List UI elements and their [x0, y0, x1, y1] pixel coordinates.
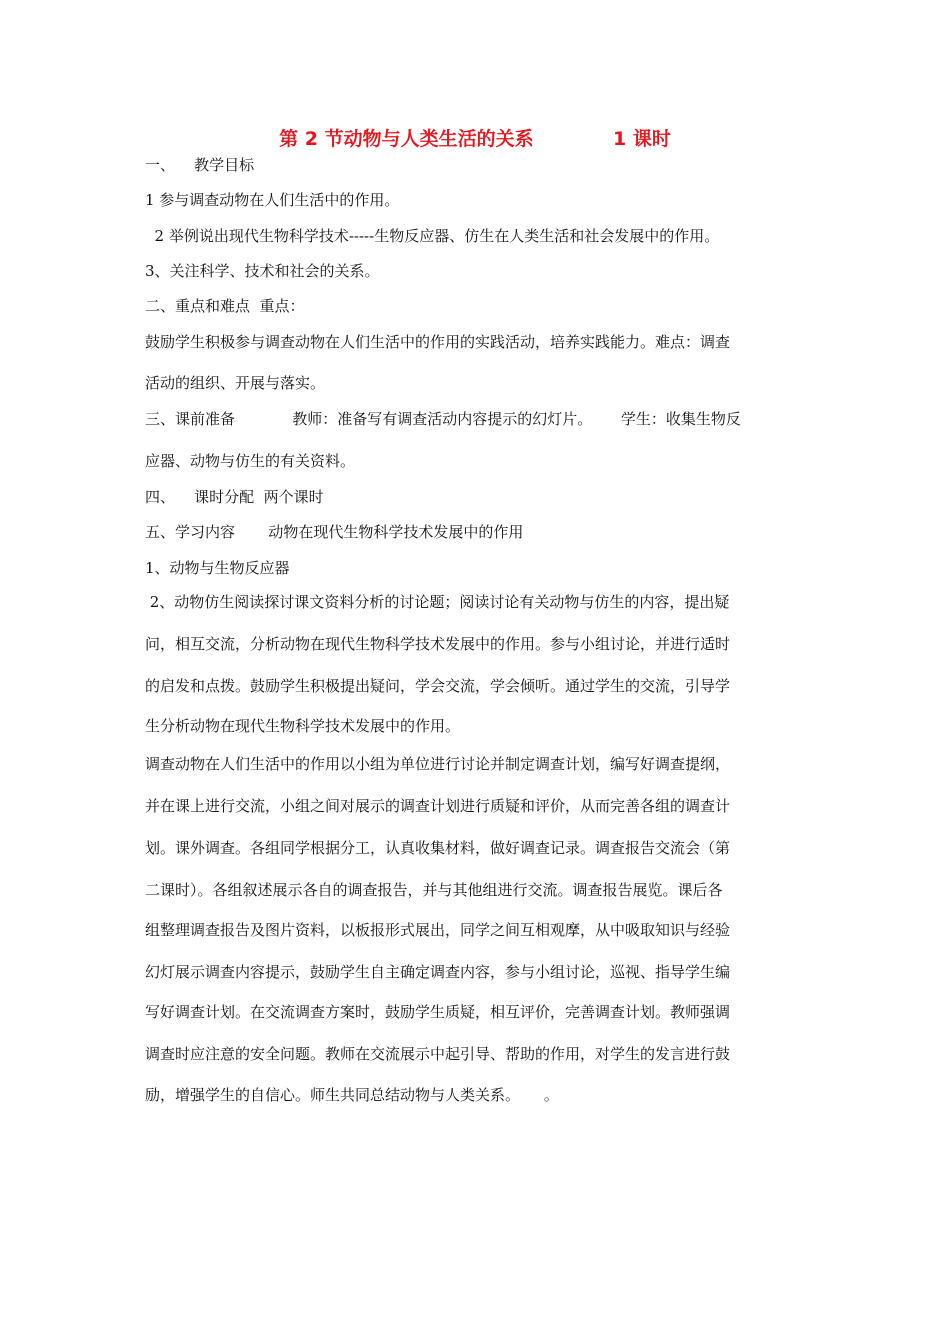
section-2-heading: 二、重点和难点 重点： [145, 297, 305, 315]
section-5-heading: 五、学习内容 动物在现代生物科学技术发展中的作用 [145, 523, 524, 541]
objective-1: 1 参与调查动物在人们生活中的作用。 [145, 191, 400, 209]
paragraph-line: 调查时应注意的安全问题。教师在交流展示中起引导、帮助的作用，对学生的发言进行鼓 [145, 1045, 731, 1063]
paragraph-line: 鼓励学生积极参与调查动物在人们生活中的作用的实践活动，培养实践能力。难点：调查 [145, 333, 731, 351]
paragraph-line: 幻灯展示调查内容提示，鼓励学生自主确定调查内容，参与小组讨论，巡视、指导学生编 [145, 963, 731, 981]
section-4-heading: 四、 课时分配 两个课时 [145, 488, 324, 506]
document-title: 第 2 节动物与人类生活的关系 1 课时 [279, 128, 671, 150]
paragraph-line: 并在课上进行交流，小组之间对展示的调查计划进行质疑和评价，从而完善各组的调查计 [145, 797, 731, 815]
section-3-heading: 三、课前准备 教师：准备写有调查活动内容提示的幻灯片。 学生：收集生物反 [145, 410, 741, 428]
paragraph-line: 活动的组织、开展与落实。 [145, 374, 326, 392]
paragraph-line: 2、动物仿生阅读探讨课文资料分析的讨论题；阅读讨论有关动物与仿生的内容，提出疑 [145, 593, 730, 611]
paragraph-line: 应器、动物与仿生的有关资料。 [145, 452, 356, 470]
paragraph-line: 调查动物在人们生活中的作用以小组为单位进行讨论并制定调查计划，编写好调查提纲， [145, 755, 731, 773]
paragraph-line: 生分析动物在现代生物科学技术发展中的作用。 [145, 717, 461, 735]
paragraph-line: 二课时）。各组叙述展示各自的调查报告，并与其他组进行交流。调查报告展览。课后各 [145, 881, 723, 899]
paragraph-line: 励，增强学生的自信心。师生共同总结动物与人类关系。 。 [145, 1086, 559, 1104]
objective-2: 2 举例说出现代生物科学技术-----生物反应器、仿生在人类生活和社会发展中的作用。 [145, 227, 720, 245]
objective-3: 3、关注科学、技术和社会的关系。 [145, 262, 380, 280]
paragraph-line: 的启发和点拨。鼓励学生积极提出疑问，学会交流，学会倾听。通过学生的交流，引导学 [145, 677, 731, 695]
paragraph-line: 组整理调查报告及图片资料，以板报形式展出，同学之间互相观摩，从中吸取知识与经验 [145, 921, 731, 939]
paragraph-line: 写好调查计划。在交流调查方案时，鼓励学生质疑，相互评价，完善调查计划。教师强调 [145, 1003, 731, 1021]
paragraph-line: 划。课外调查。各组同学根据分工，认真收集材料，做好调查记录。调查报告交流会（第 [145, 839, 731, 857]
section-1-heading: 一、 教学目标 [145, 156, 255, 174]
subsection-1-heading: 1、动物与生物反应器 [145, 559, 290, 577]
paragraph-line: 问，相互交流，分析动物在现代生物科学技术发展中的作用。参与小组讨论，并进行适时 [145, 635, 731, 653]
